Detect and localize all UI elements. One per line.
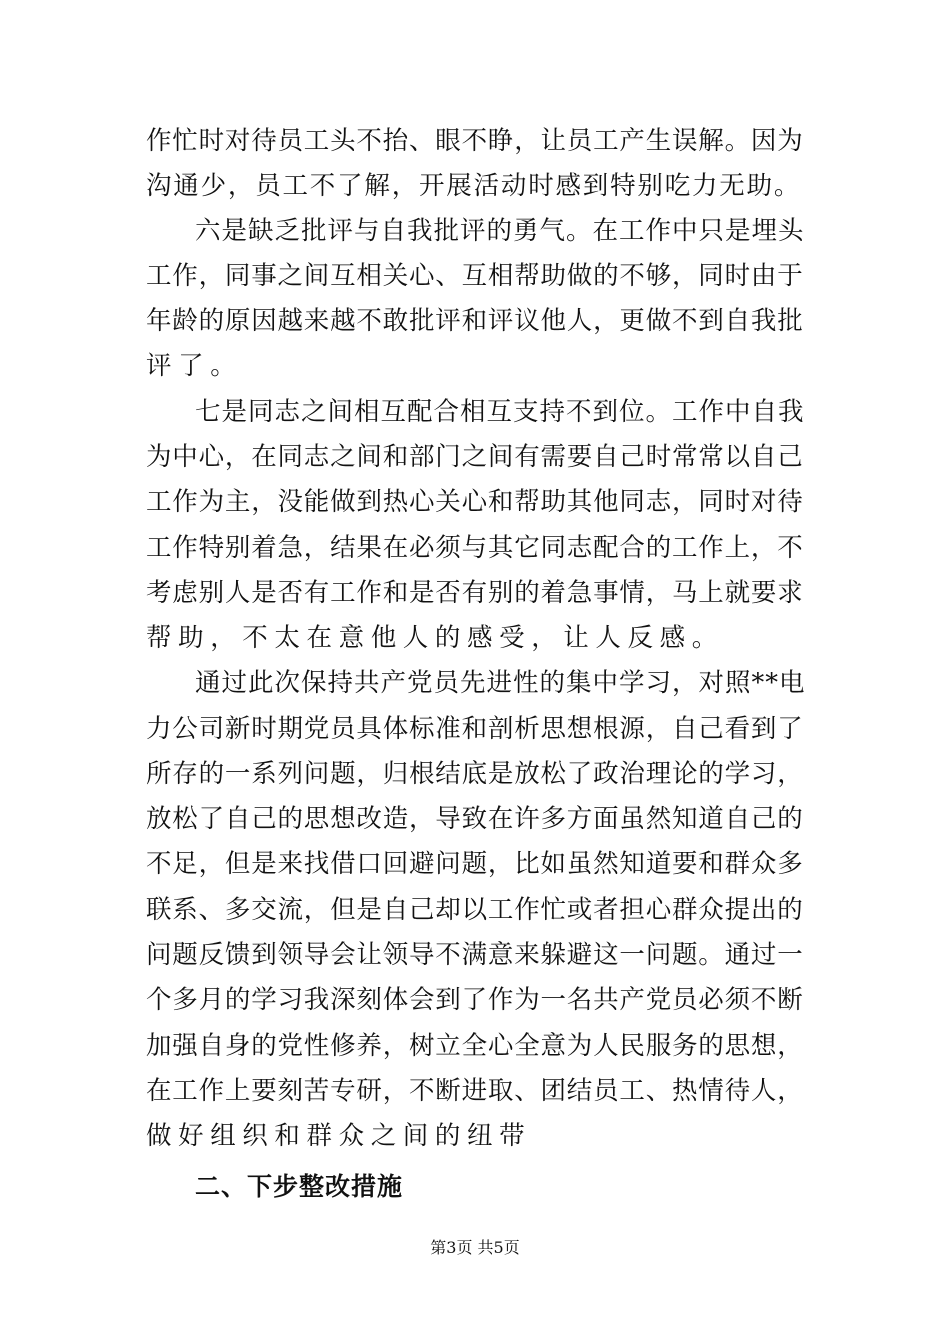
text-line: 评了。: [146, 351, 243, 381]
text-line: 六是缺乏批评与自我批评的勇气。在工作中只是埋头: [195, 216, 805, 246]
text-line: 年龄的原因越来越不敢批评和评议他人，更做不到自我批: [146, 306, 804, 336]
text-line: 所存的一系列问题，归根结底是放松了政治理论的学习，: [146, 759, 804, 789]
text-line: 不足，但是来找借口回避问题，比如虽然知道要和群众多: [146, 849, 804, 879]
text-line: 工作，同事之间互相关心、互相帮助做的不够，同时由于: [146, 261, 804, 291]
text-line: 作忙时对待员工头不抬、眼不睁，让员工产生误解。因为: [146, 126, 804, 156]
text-line: 放松了自己的思想改造，导致在许多方面虽然知道自己的: [146, 804, 804, 834]
text-line: 沟通少，员工不了解，开展活动时感到特别吃力无助。: [146, 171, 802, 201]
text-line: 个多月的学习我深刻体会到了作为一名共产党员必须不断: [146, 985, 804, 1015]
text-line: 七是同志之间相互配合相互支持不到位。工作中自我: [195, 397, 805, 427]
text-line: 联系、多交流，但是自己却以工作忙或者担心群众提出的: [146, 895, 804, 925]
text-line: 工作特别着急，结果在必须与其它同志配合的工作上，不: [146, 533, 804, 563]
text-line: 工作为主，没能做到热心关心和帮助其他同志，同时对待: [146, 487, 804, 517]
text-line: 问题反馈到领导会让领导不满意来躲避这一问题。通过一: [146, 940, 804, 970]
text-line: 帮助，不太在意他人的感受，让人反感。: [146, 623, 724, 653]
page-footer: 第3页 共5页: [430, 1238, 520, 1257]
text-line: 加强自身的党性修养，树立全心全意为人民服务的思想，: [146, 1031, 804, 1061]
text-line: 在工作上要刻苦专研，不断进取、团结员工、热情待人，: [146, 1076, 804, 1106]
text-line: 为中心，在同志之间和部门之间有需要自己时常常以自己: [146, 442, 804, 472]
text-line: 做好组织和群众之间的纽带: [146, 1121, 532, 1151]
text-line: 力公司新时期党员具体标准和剖析思想根源，自己看到了: [146, 714, 804, 744]
section-heading: 二、下步整改措施: [195, 1172, 404, 1201]
text-line: 通过此次保持共产党员先进性的集中学习，对照**电: [195, 668, 806, 698]
text-line: 考虑别人是否有工作和是否有别的着急事情，马上就要求: [146, 578, 804, 608]
